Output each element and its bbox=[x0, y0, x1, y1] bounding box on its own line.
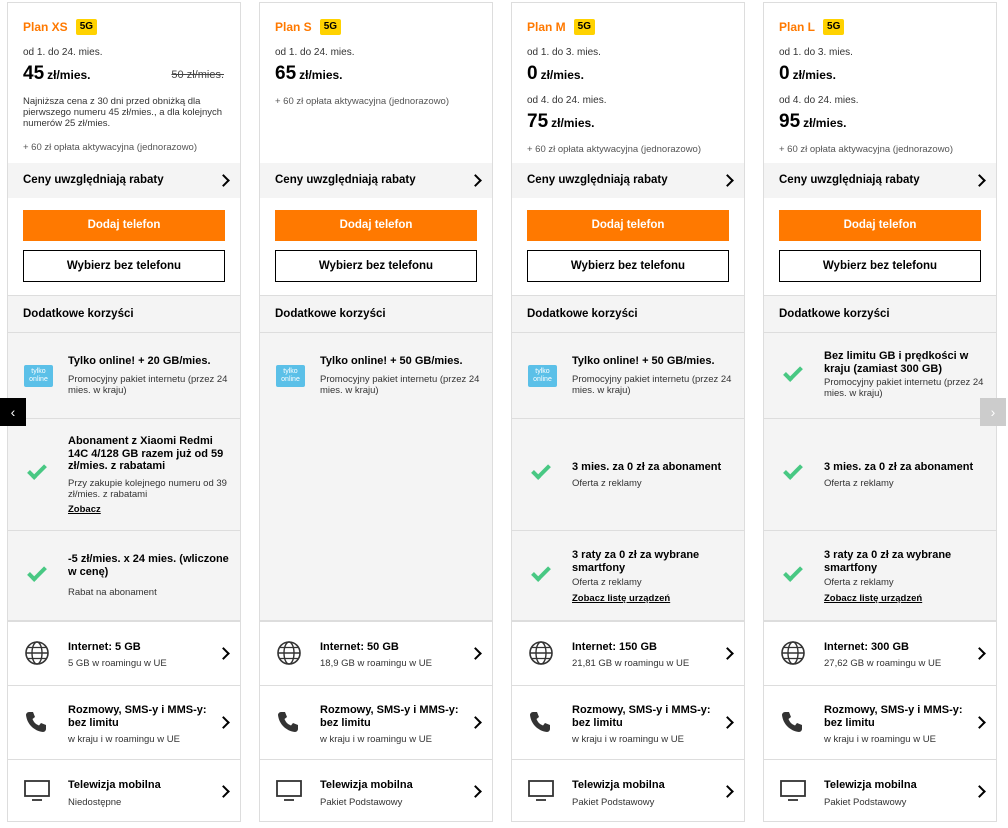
benefit-item bbox=[512, 419, 744, 531]
tv-icon bbox=[276, 780, 302, 802]
chevron-right-icon bbox=[721, 785, 734, 798]
plan-card-l bbox=[763, 2, 997, 822]
plan-header bbox=[527, 19, 595, 35]
chevron-right-icon bbox=[217, 785, 230, 798]
price-unit: zł/mies. bbox=[540, 68, 584, 82]
plan-name: Plan M bbox=[527, 20, 566, 34]
carousel-prev-button[interactable]: ‹ bbox=[0, 398, 26, 426]
benefit-title: 3 mies. za 0 zł za abonament bbox=[824, 461, 974, 473]
discounts-label: Ceny uwzględniają rabaty bbox=[23, 174, 164, 186]
chevron-right-icon bbox=[217, 647, 230, 660]
benefit-subtitle: Promocyjny pakiet internetu (przez 24 mies. w kraju) bbox=[68, 374, 228, 396]
calls-title: Rozmowy, SMS-y i MMS-y: bez limitu bbox=[572, 704, 711, 729]
check-icon bbox=[531, 562, 551, 582]
internet-title: Internet: 50 GB bbox=[320, 641, 399, 653]
price bbox=[275, 63, 343, 85]
5g-badge: 5G bbox=[574, 19, 595, 35]
price-unit: zł/mies. bbox=[47, 68, 91, 82]
extra-benefits-label: Dodatkowe korzyści bbox=[527, 308, 638, 320]
check-icon bbox=[531, 460, 551, 480]
benefit-title: Tylko online! + 50 GB/mies. bbox=[320, 355, 463, 367]
benefit-subtitle: Oferta z reklamy bbox=[824, 478, 894, 489]
chevron-right-icon bbox=[973, 785, 986, 798]
calls-subtitle: w kraju i w roamingu w UE bbox=[320, 734, 432, 745]
discounts-row[interactable] bbox=[8, 163, 240, 198]
price-amount: 65 bbox=[275, 63, 297, 84]
calls-subtitle: w kraju i w roamingu w UE bbox=[824, 734, 936, 745]
calls-subtitle: w kraju i w roamingu w UE bbox=[572, 734, 684, 745]
benefit-title: Bez limitu GB i prędkości w kraju (zamiast 300 GB) bbox=[824, 350, 969, 375]
check-icon bbox=[783, 362, 803, 382]
price-amount: 0 bbox=[527, 63, 538, 84]
calls-row[interactable] bbox=[8, 685, 240, 759]
price bbox=[527, 111, 595, 133]
tv-title: Telewizja mobilna bbox=[68, 779, 161, 791]
chevron-right-icon bbox=[973, 716, 986, 729]
chevron-right-icon bbox=[721, 174, 734, 187]
benefit-title: Tylko online! + 50 GB/mies. bbox=[572, 355, 715, 367]
tv-row[interactable] bbox=[260, 759, 492, 821]
tv-row[interactable] bbox=[8, 759, 240, 821]
check-icon bbox=[783, 460, 803, 480]
check-icon bbox=[27, 562, 47, 582]
chevron-right-icon bbox=[973, 174, 986, 187]
price-unit: zł/mies. bbox=[792, 68, 836, 82]
discounts-row[interactable] bbox=[512, 163, 744, 198]
plan-name: Plan S bbox=[275, 20, 312, 34]
price-period: od 1. do 3. mies. bbox=[527, 47, 601, 58]
tv-subtitle: Pakiet Podstawowy bbox=[572, 797, 655, 808]
discounts-row[interactable] bbox=[260, 163, 492, 198]
activation-fee: + 60 zł opłata aktywacyjna (jednorazowo) bbox=[527, 144, 701, 155]
5g-badge: 5G bbox=[823, 19, 844, 35]
calls-row[interactable] bbox=[764, 685, 996, 759]
chevron-right-icon bbox=[721, 716, 734, 729]
plan-card-xs bbox=[7, 2, 241, 822]
price-period: od 4. do 24. mies. bbox=[527, 95, 607, 106]
benefit-item bbox=[8, 333, 240, 419]
benefit-title: Abonament z Xiaomi Redmi 14C 4/128 GB razem już od 59 zł/mies. z rabatami bbox=[68, 435, 224, 472]
benefit-subtitle: Oferta z reklamy bbox=[572, 478, 642, 489]
chevron-right-icon bbox=[217, 716, 230, 729]
price-amount: 75 bbox=[527, 111, 549, 132]
benefit-subtitle: Oferta z reklamy bbox=[572, 577, 642, 588]
phone-icon bbox=[780, 710, 804, 734]
benefit-title: Tylko online! + 20 GB/mies. bbox=[68, 355, 211, 367]
plan-card-s bbox=[259, 2, 493, 822]
globe-icon bbox=[780, 640, 806, 666]
see-devices-link[interactable]: Zobacz listę urządzeń bbox=[572, 593, 671, 604]
benefit-subtitle: Oferta z reklamy bbox=[824, 577, 894, 588]
price-period: od 1. do 3. mies. bbox=[779, 47, 853, 58]
internet-title: Internet: 5 GB bbox=[68, 641, 141, 653]
choose-without-phone-button[interactable]: Wybierz bez telefonu bbox=[527, 250, 729, 282]
see-link[interactable]: Zobacz bbox=[68, 504, 101, 515]
price bbox=[23, 63, 91, 85]
activation-fee: + 60 zł opłata aktywacyjna (jednorazowo) bbox=[779, 144, 953, 155]
price-amount: 95 bbox=[779, 111, 801, 132]
price bbox=[527, 63, 584, 85]
discounts-label: Ceny uwzględniają rabaty bbox=[527, 174, 668, 186]
benefit-subtitle: Promocyjny pakiet internetu (przez 24 mies. w kraju) bbox=[320, 374, 480, 396]
tv-title: Telewizja mobilna bbox=[320, 779, 413, 791]
plan-name: Plan L bbox=[779, 20, 816, 34]
price-period: od 4. do 24. mies. bbox=[779, 95, 859, 106]
extra-benefits-header bbox=[512, 295, 744, 333]
benefit-subtitle: Promocyjny pakiet internetu (przez 24 mies. w kraju) bbox=[572, 374, 732, 396]
plan-name: Plan XS bbox=[23, 20, 68, 34]
discounts-label: Ceny uwzględniają rabaty bbox=[779, 174, 920, 186]
add-phone-button[interactable]: Dodaj telefon bbox=[779, 210, 981, 241]
benefit-item bbox=[512, 531, 744, 621]
internet-subtitle: 27,62 GB w roamingu w UE bbox=[824, 658, 942, 669]
tv-icon bbox=[24, 780, 50, 802]
internet-subtitle: 5 GB w roamingu w UE bbox=[68, 658, 167, 669]
chevron-right-icon bbox=[469, 785, 482, 798]
benefit-item bbox=[512, 333, 744, 419]
tylko-online-icon: tylko online bbox=[528, 365, 557, 387]
internet-title: Internet: 150 GB bbox=[572, 641, 657, 653]
benefit-item bbox=[8, 419, 240, 531]
calls-row[interactable] bbox=[260, 685, 492, 759]
5g-badge: 5G bbox=[320, 19, 341, 35]
price-unit: zł/mies. bbox=[803, 116, 847, 130]
chevron-right-icon bbox=[469, 647, 482, 660]
phone-icon bbox=[276, 710, 300, 734]
discounts-row[interactable] bbox=[764, 163, 996, 198]
price bbox=[779, 111, 847, 133]
activation-fee: + 60 zł opłata aktywacyjna (jednorazowo) bbox=[23, 142, 197, 153]
add-phone-button[interactable]: Dodaj telefon bbox=[23, 210, 225, 241]
chevron-right-icon bbox=[469, 174, 482, 187]
benefit-item bbox=[8, 531, 240, 621]
price-amount: 0 bbox=[779, 63, 790, 84]
chevron-right-icon bbox=[469, 716, 482, 729]
globe-icon bbox=[528, 640, 554, 666]
tylko-online-icon: tylko online bbox=[276, 365, 305, 387]
internet-row[interactable] bbox=[512, 621, 744, 685]
discounts-label: Ceny uwzględniają rabaty bbox=[275, 174, 416, 186]
calls-row[interactable] bbox=[512, 685, 744, 759]
extra-benefits-label: Dodatkowe korzyści bbox=[275, 308, 386, 320]
choose-without-phone-button[interactable]: Wybierz bez telefonu bbox=[275, 250, 477, 282]
plan-card-m bbox=[511, 2, 745, 822]
price-unit: zł/mies. bbox=[299, 68, 343, 82]
tylko-online-icon: tylko online bbox=[24, 365, 53, 387]
choose-without-phone-button[interactable]: Wybierz bez telefonu bbox=[779, 250, 981, 282]
benefit-subtitle: Promocyjny pakiet internetu (przez 24 mies. w kraju) bbox=[824, 377, 984, 399]
benefit-item bbox=[764, 333, 996, 419]
globe-icon bbox=[276, 640, 302, 666]
benefit-title: 3 mies. za 0 zł za abonament bbox=[572, 461, 722, 473]
price-period: od 1. do 24. mies. bbox=[275, 47, 355, 58]
plan-header bbox=[23, 19, 97, 35]
extra-benefits-header bbox=[260, 295, 492, 333]
benefit-item bbox=[764, 419, 996, 531]
add-phone-button[interactable]: Dodaj telefon bbox=[527, 210, 729, 241]
check-icon bbox=[27, 460, 47, 480]
price-period: od 1. do 24. mies. bbox=[23, 47, 103, 58]
internet-subtitle: 18,9 GB w roamingu w UE bbox=[320, 658, 432, 669]
add-phone-button[interactable]: Dodaj telefon bbox=[275, 210, 477, 241]
plan-header bbox=[275, 19, 341, 35]
see-devices-link[interactable]: Zobacz listę urządzeń bbox=[824, 593, 923, 604]
benefit-subtitle: Rabat na abonament bbox=[68, 587, 157, 598]
tv-title: Telewizja mobilna bbox=[824, 779, 917, 791]
internet-row[interactable] bbox=[260, 621, 492, 685]
internet-row[interactable] bbox=[8, 621, 240, 685]
price-unit: zł/mies. bbox=[551, 116, 595, 130]
tv-subtitle: Pakiet Podstawowy bbox=[320, 797, 403, 808]
calls-subtitle: w kraju i w roamingu w UE bbox=[68, 734, 180, 745]
carousel-next-button[interactable]: › bbox=[980, 398, 1006, 426]
globe-icon bbox=[24, 640, 50, 666]
check-icon bbox=[783, 562, 803, 582]
benefit-title: 3 raty za 0 zł za wybrane smartfony bbox=[824, 549, 952, 574]
tv-icon bbox=[780, 780, 806, 802]
benefit-title: 3 raty za 0 zł za wybrane smartfony bbox=[572, 549, 700, 574]
benefit-subtitle: Przy zakupie kolejnego numeru od 39 zł/mies. z rabatami bbox=[68, 478, 227, 500]
tv-row[interactable] bbox=[764, 759, 996, 821]
price bbox=[779, 63, 836, 85]
extra-benefits-header bbox=[8, 295, 240, 333]
phone-icon bbox=[24, 710, 48, 734]
activation-fee: + 60 zł opłata aktywacyjna (jednorazowo) bbox=[275, 96, 449, 107]
chevron-right-icon bbox=[721, 647, 734, 660]
internet-row[interactable] bbox=[764, 621, 996, 685]
tv-subtitle: Pakiet Podstawowy bbox=[824, 797, 907, 808]
tv-title: Telewizja mobilna bbox=[572, 779, 665, 791]
phone-icon bbox=[528, 710, 552, 734]
calls-title: Rozmowy, SMS-y i MMS-y: bez limitu bbox=[68, 704, 207, 729]
tv-icon bbox=[528, 780, 554, 802]
price-amount: 45 bbox=[23, 63, 45, 84]
internet-subtitle: 21,81 GB w roamingu w UE bbox=[572, 658, 690, 669]
plan-header bbox=[779, 19, 844, 35]
internet-title: Internet: 300 GB bbox=[824, 641, 909, 653]
lowest-price-note: Najniższa cena z 30 dni przed obniżką dla pierwszego numeru 45 zł/mies., a dla kolejnych numerów 25 zł/mies. bbox=[23, 96, 223, 129]
chevron-right-icon bbox=[973, 647, 986, 660]
benefit-item bbox=[260, 333, 492, 621]
benefit-title: -5 zł/mies. x 24 mies. (wliczone w cenę) bbox=[68, 553, 229, 578]
calls-title: Rozmowy, SMS-y i MMS-y: bez limitu bbox=[320, 704, 459, 729]
extra-benefits-label: Dodatkowe korzyści bbox=[779, 308, 890, 320]
choose-without-phone-button[interactable]: Wybierz bez telefonu bbox=[23, 250, 225, 282]
5g-badge: 5G bbox=[76, 19, 97, 35]
tv-row[interactable] bbox=[512, 759, 744, 821]
chevron-right-icon bbox=[217, 174, 230, 187]
extra-benefits-header bbox=[764, 295, 996, 333]
old-price: 50 zł/mies. bbox=[171, 69, 224, 81]
tv-subtitle: Niedostępne bbox=[68, 797, 122, 808]
extra-benefits-label: Dodatkowe korzyści bbox=[23, 308, 134, 320]
benefit-item bbox=[764, 531, 996, 621]
calls-title: Rozmowy, SMS-y i MMS-y: bez limitu bbox=[824, 704, 963, 729]
